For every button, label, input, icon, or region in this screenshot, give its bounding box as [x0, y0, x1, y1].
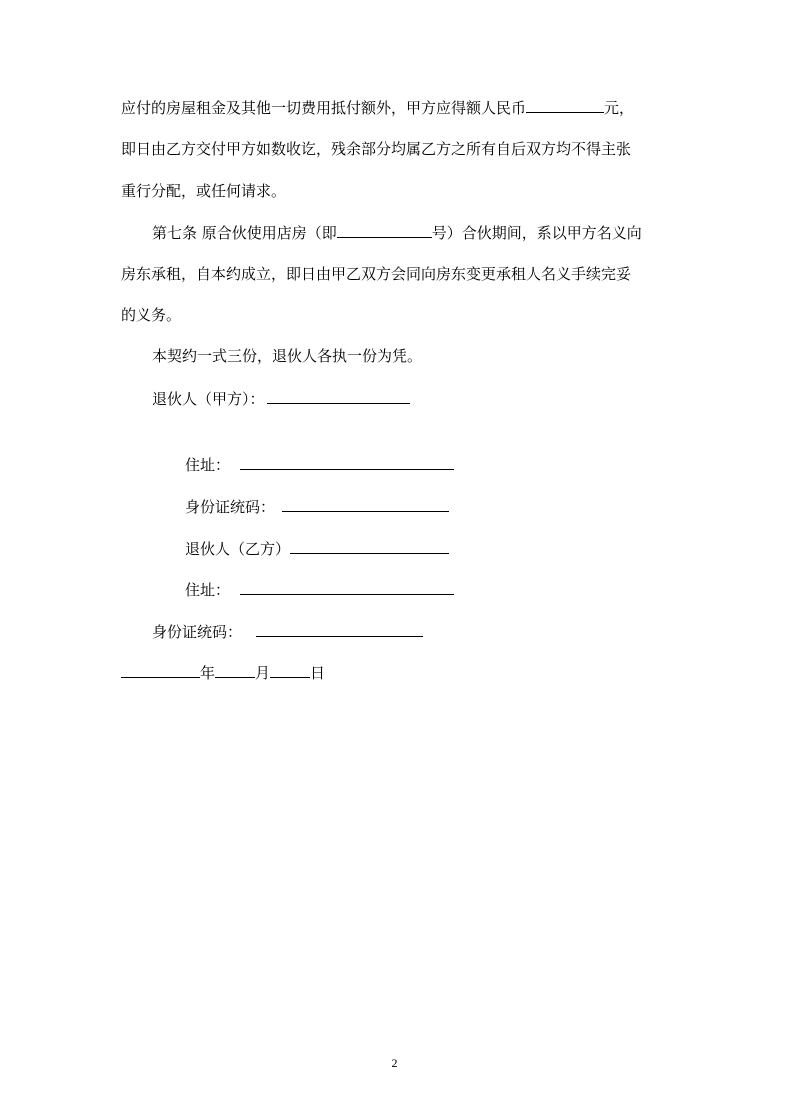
paragraph-1-text-b: 元，: [604, 99, 635, 117]
year-label: 年: [200, 664, 216, 682]
day-label: 日: [310, 664, 326, 682]
page-number: 2: [391, 1056, 398, 1070]
party-b-row: [185, 538, 449, 559]
article-7-text-b: 号）合伙期间，系以甲方名义向: [431, 224, 642, 242]
address-a-row: [185, 454, 454, 475]
date-row: [121, 662, 325, 683]
address-a-label: 住址：: [185, 456, 231, 474]
address-b-row: [185, 579, 454, 600]
party-b-label: 退伙人（乙方）: [185, 540, 291, 558]
party-b-signature-blank[interactable]: [290, 538, 449, 554]
month-label: 月: [255, 664, 271, 682]
party-a-row: [152, 388, 410, 409]
address-b-blank[interactable]: [240, 579, 454, 595]
address-b-label: 住址：: [185, 581, 231, 599]
id-a-label: 身份证统码：: [185, 498, 276, 516]
paragraph-1-text-a: 应付的房屋租金及其他一切费用抵付额外，甲方应得额人民币: [121, 99, 527, 117]
paragraph-1-line-3: 重行分配，或任何请求。: [121, 182, 287, 200]
id-a-row: [185, 496, 449, 517]
address-a-blank[interactable]: [240, 454, 454, 470]
copies-note: 本契约一式三份，退伙人各执一份为凭。: [152, 347, 423, 365]
party-a-signature-blank[interactable]: [267, 388, 410, 404]
article-7-line-3: 的义务。: [121, 306, 182, 324]
paragraph-1-line-2: 即日由乙方交付甲方如数收讫，残余部分均属乙方之所有自后双方均不得主张: [121, 140, 632, 158]
shop-number-blank[interactable]: [337, 222, 432, 238]
party-a-label: 退伙人（甲方）：: [152, 390, 265, 408]
month-blank[interactable]: [215, 662, 255, 678]
article-7-line-2: 房东承租，自本约成立，即日由甲乙双方会同向房东变更承租人名义手续完妥: [121, 265, 632, 283]
year-blank[interactable]: [121, 662, 200, 678]
id-b-label: 身份证统码：: [152, 623, 243, 641]
paragraph-1-line-1: [121, 97, 634, 118]
id-a-blank[interactable]: [282, 496, 449, 512]
id-b-row: [152, 621, 423, 642]
day-blank[interactable]: [270, 662, 310, 678]
article-7-line-1: [152, 222, 642, 243]
article-7-text-a: 第七条 原合伙使用店房（即: [152, 224, 337, 242]
id-b-blank[interactable]: [256, 621, 423, 637]
amount-blank[interactable]: [526, 97, 604, 113]
